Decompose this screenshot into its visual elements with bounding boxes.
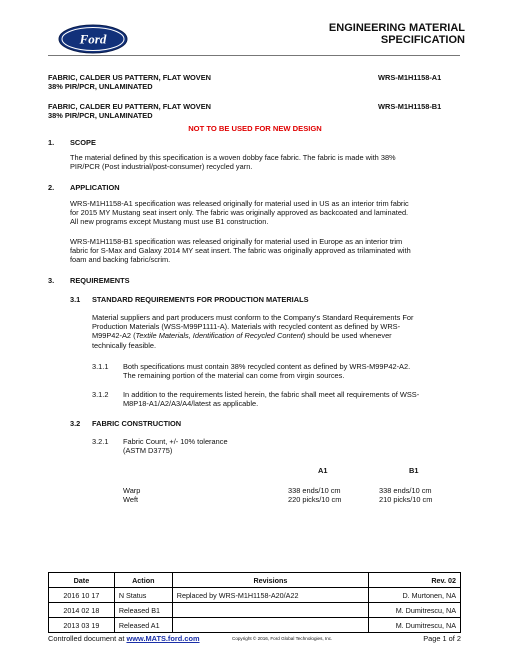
table-row: 2013 03 19 Released A1 M. Dumitrescu, NA [49, 618, 461, 633]
fabric-row-warp-a1: 338 ends/10 cm [288, 486, 341, 495]
ford-logo-text: Ford [79, 31, 107, 47]
section-3-1-heading: STANDARD REQUIREMENTS FOR PRODUCTION MATERIALS [92, 295, 309, 304]
warning-banner: NOT TO BE USED FOR NEW DESIGN [188, 124, 322, 133]
spec-b1-title: FABRIC, CALDER EU PATTERN, FLAT WOVEN 38% PIR/PCR, UNLAMINATED [48, 102, 211, 120]
header-divider [48, 55, 460, 56]
rev-column-header: Rev. 02 [369, 573, 461, 588]
scope-heading: SCOPE [70, 138, 96, 147]
section-3-1-text: Material suppliers and part producers must conform to the Company's Standard Requirements For Production Materials (WSS-M99P1111-A). Materials with recycled content as defined by WRS- M99P42-A2 (Textile Materials, Identification of Recycled Content) should be used whenever technically feasible. [92, 313, 414, 350]
section-3-2-number: 3.2 [70, 419, 81, 428]
requirements-heading: REQUIREMENTS [70, 276, 130, 285]
fabric-row-weft-b1: 210 picks/10 cm [379, 495, 433, 504]
section-3-2-heading: FABRIC CONSTRUCTION [92, 419, 182, 428]
table-row: 2016 10 17 N Status Replaced by WRS-M1H1158-A20/A22 D. Murtonen, NA [49, 588, 461, 603]
section-3-1-number: 3.1 [70, 295, 81, 304]
spec-a1-code: WRS-M1H1158-A1 [378, 73, 442, 82]
page-number: Page 1 of 2 [423, 634, 461, 643]
item-3-2-1-number: 3.2.1 [92, 437, 109, 446]
column-a1-header: A1 [318, 466, 328, 475]
fabric-row-warp-b1: 338 ends/10 cm [379, 486, 432, 495]
revisions-column-header: Revisions [172, 573, 368, 588]
footer-controlled-document: Controlled document at www.MATS.ford.com [48, 634, 200, 643]
date-column-header: Date [49, 573, 115, 588]
item-3-1-2-text: In addition to the requirements listed herein, the fabric shall meet all requirements of WSS- M8P18-A1/A2/A3/A4/latest as applicable. [123, 390, 420, 409]
application-heading: APPLICATION [70, 183, 120, 192]
requirements-number: 3. [48, 276, 55, 285]
table-row: 2014 02 18 Released B1 M. Dumitrescu, NA [49, 603, 461, 618]
scope-text: The material defined by this specification is a woven dobby face fabric. The fabric is made with 38% PIR/PCR (Post industrial/post-consumer) recycled yarn. [70, 153, 396, 172]
item-3-1-2-number: 3.1.2 [92, 390, 109, 399]
spec-b1-code: WRS-M1H1158-B1 [378, 102, 442, 111]
item-3-2-1-text: Fabric Count, +/- 10% tolerance (ASTM D3775) [123, 437, 228, 456]
scope-number: 1. [48, 138, 55, 147]
fabric-row-weft-label: Weft [123, 495, 139, 504]
table-header-row [49, 573, 461, 588]
column-b1-header: B1 [409, 466, 419, 475]
fabric-row-weft-a1: 220 picks/10 cm [288, 495, 342, 504]
item-3-1-1-text: Both specifications must contain 38% recycled content as defined by WRS-M99P42-A2. The remaining portion of the material can come from virgin sources. [123, 362, 411, 381]
revision-history-table [48, 572, 461, 633]
ford-logo [58, 24, 128, 54]
footer-copyright: Copyright © 2016, Ford Global Technologies, Inc. [232, 636, 333, 641]
mats-link[interactable]: www.MATS.ford.com [126, 634, 200, 643]
spec-a1-title: FABRIC, CALDER US PATTERN, FLAT WOVEN 38% PIR/PCR, UNLAMINATED [48, 73, 211, 91]
document-title: ENGINEERING MATERIAL SPECIFICATION [328, 22, 465, 46]
application-para-1: WRS-M1H1158-A1 specification was released originally for material used in US as an interior trim fabric for 2015 MY Mustang seat insert only. The fabric was originally approved as backcoated and laminated. All new programs except Mustang must use B1 construction. [70, 199, 409, 227]
item-3-1-1-number: 3.1.1 [92, 362, 109, 371]
application-number: 2. [48, 183, 55, 192]
application-para-2: WRS-M1H1158-B1 specification was released originally for material used in Europe as an interior trim fabric for S-Max and Galaxy 2014 MY seat insert. The fabric was originally approved as trilaminated with foam and backing fabric/scrim. [70, 237, 411, 265]
action-column-header: Action [114, 573, 172, 588]
fabric-row-warp-label: Warp [123, 486, 141, 495]
